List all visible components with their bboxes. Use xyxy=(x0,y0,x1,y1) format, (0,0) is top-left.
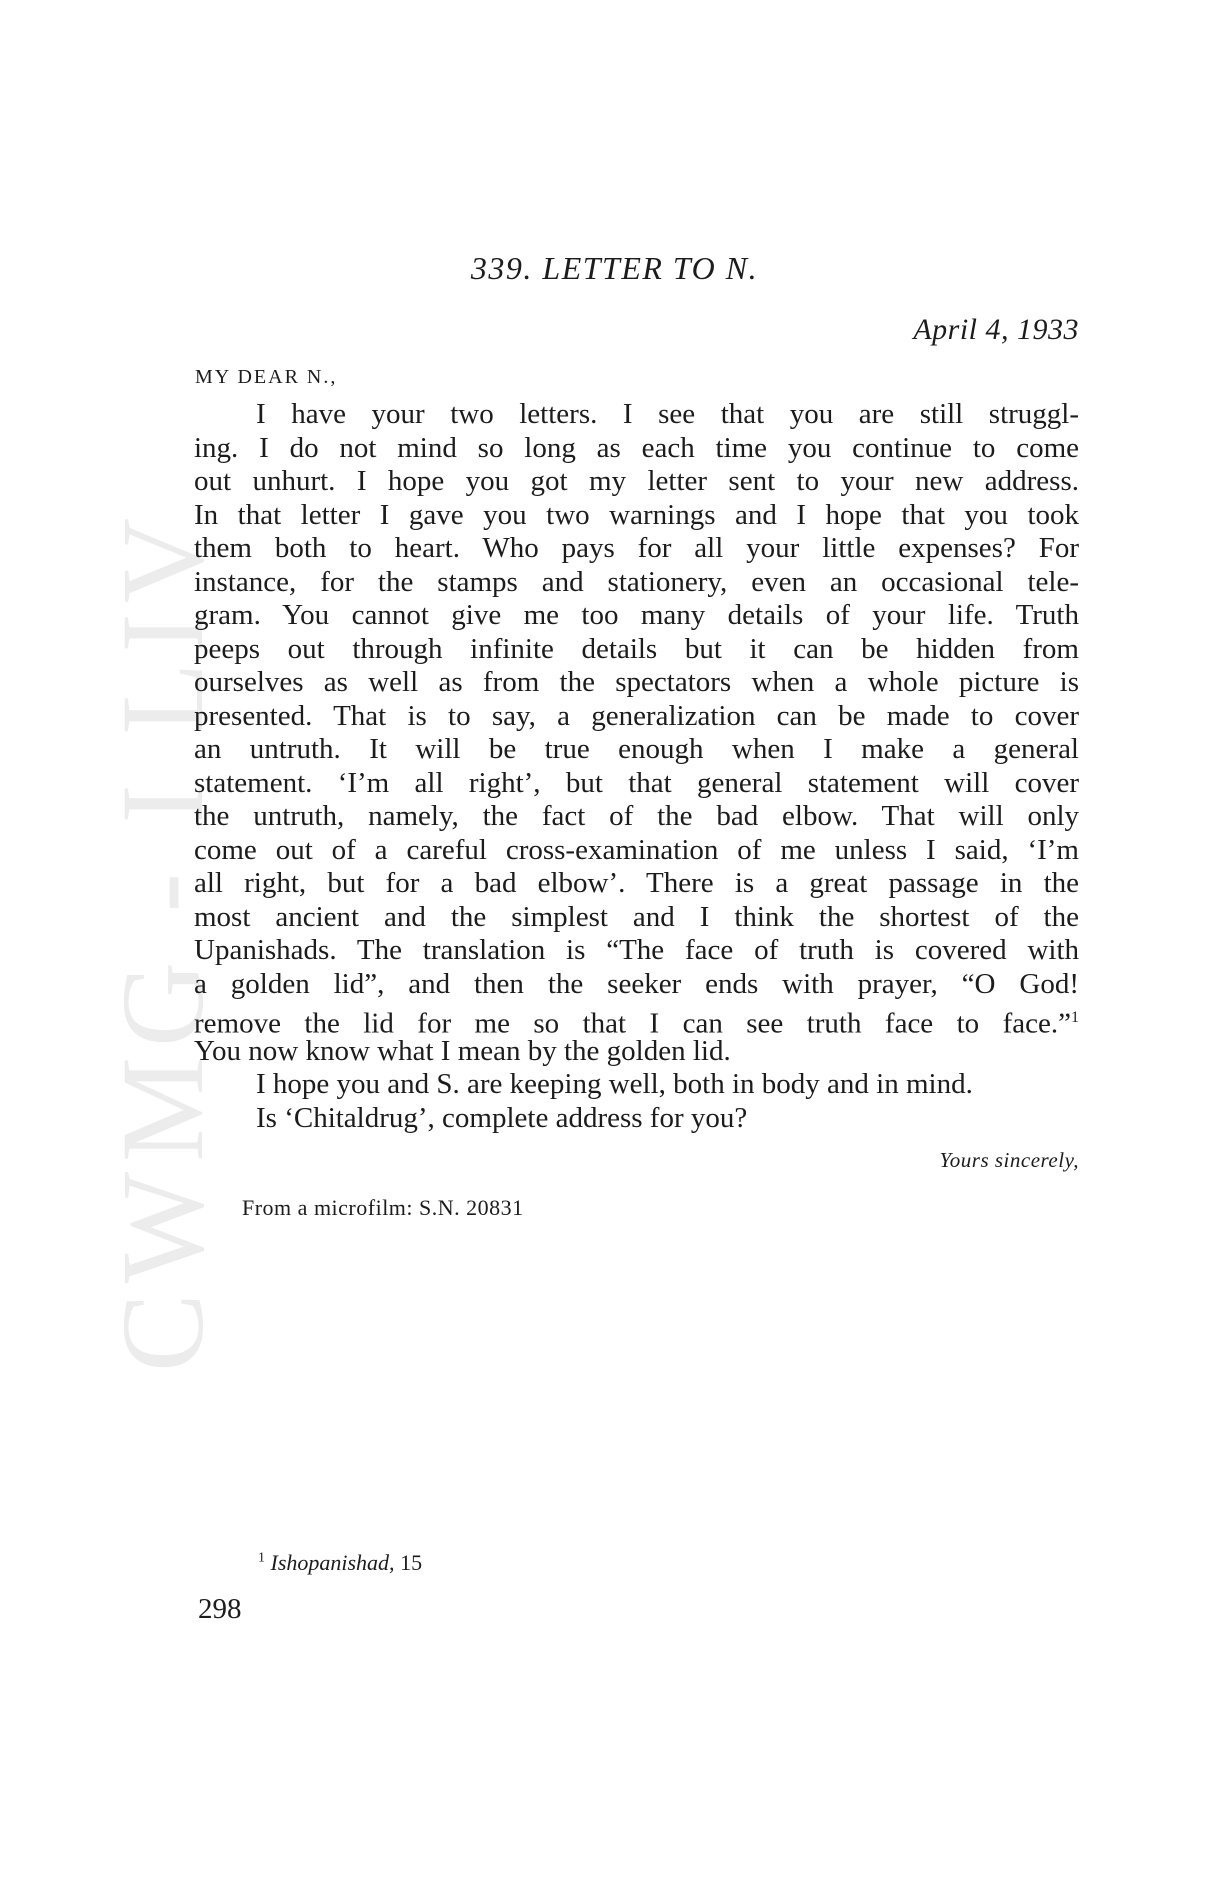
body-line: instance, for the stamps and stationery, even an occasional tele- xyxy=(194,565,1079,598)
footnote-title: Ishopanishad, xyxy=(270,1550,395,1575)
footnote-marker: 1 xyxy=(1071,1009,1079,1026)
body-line: gram. You cannot give me too many details of your life. Truth xyxy=(194,599,1079,631)
body-line: come out of a careful cross-examination of me unless I said, ‘I’m xyxy=(194,833,1079,866)
footnote-ref: 15 xyxy=(400,1550,423,1575)
letter-body xyxy=(194,398,1079,1135)
body-line: ourselves as well as from the spectators when a whole picture is xyxy=(194,666,1079,698)
body-line-with-footnote xyxy=(194,1001,1079,1040)
body-line: Is ‘Chitaldrug’, complete address for you? xyxy=(256,1101,748,1134)
footnote xyxy=(258,1550,422,1576)
body-line-text: remove the lid for me so that I can see truth face to face.” xyxy=(194,1007,1071,1040)
body-line: most ancient and the simplest and I think the shortest of the xyxy=(194,900,1079,933)
salutation: MY DEAR N., xyxy=(195,366,338,388)
page-number: 298 xyxy=(198,1593,242,1625)
body-line: I hope you and S. are keeping well, both in body and in mind. xyxy=(256,1068,973,1100)
body-line: the untruth, namely, the fact of the bad elbow. That will only xyxy=(194,800,1079,832)
body-line: all right, but for a bad elbow’. There is a great passage in the xyxy=(194,867,1079,899)
footnote-number: 1 xyxy=(258,1550,265,1566)
body-line: Upanishads. The translation is “The face of truth is covered with xyxy=(194,934,1079,966)
body-line: peeps out through infinite details but it can be hidden from xyxy=(194,632,1079,665)
letter-date: April 4, 1933 xyxy=(913,313,1079,346)
body-line: statement. ‘I’m all right’, but that general statement will cover xyxy=(194,766,1079,799)
body-line: them both to heart. Who pays for all your little expenses? For xyxy=(194,532,1079,564)
body-line: presented. That is to say, a generalization can be made to cover xyxy=(194,699,1079,732)
body-line: In that letter I gave you two warnings and I hope that you took xyxy=(194,498,1079,531)
closing: Yours sincerely, xyxy=(939,1148,1079,1172)
body-line: out unhurt. I hope you got my letter sent to your new address. xyxy=(194,465,1079,497)
watermark-text: CWMG - I LIV xyxy=(97,508,229,1372)
body-line: an untruth. It will be true enough when I make a general xyxy=(194,733,1079,765)
body-line: You now know what I mean by the golden lid. xyxy=(194,1034,731,1067)
source-note: From a microfilm: S.N. 20831 xyxy=(242,1195,524,1220)
body-line: a golden lid”, and then the seeker ends with prayer, “O God! xyxy=(194,967,1079,1000)
body-line: I have your two letters. I see that you are still struggl- xyxy=(256,398,1079,430)
body-line: ing. I do not mind so long as each time you continue to come xyxy=(194,431,1079,464)
letter-heading: 339. LETTER TO N. xyxy=(470,250,759,286)
